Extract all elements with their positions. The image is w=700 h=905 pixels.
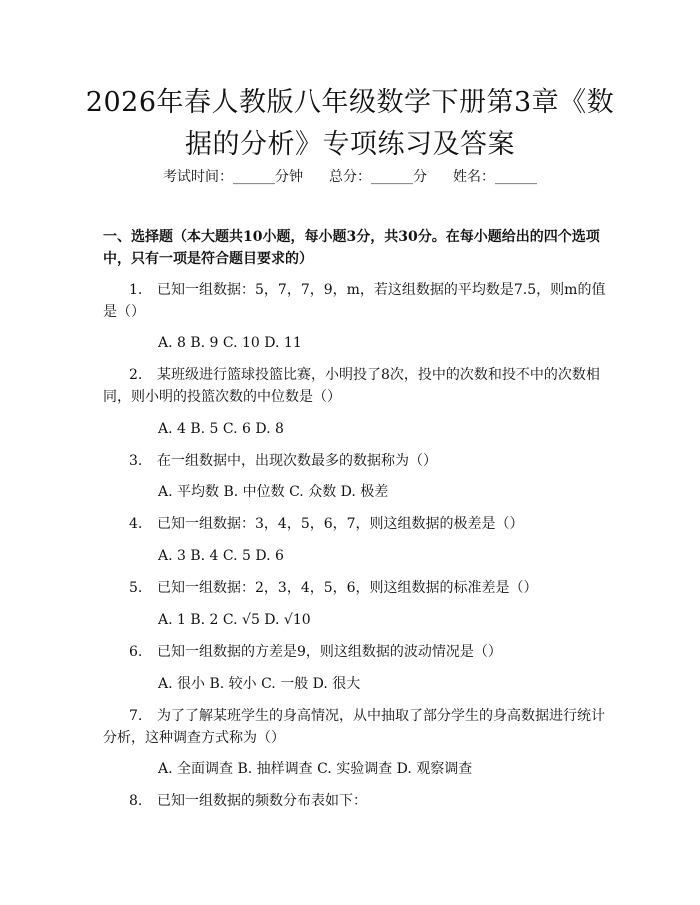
question-7 (103, 705, 608, 749)
question-number: 6. (129, 644, 143, 660)
question-2-options: A. 4 B. 5 C. 6 D. 8 (158, 421, 284, 437)
question-6-options: A. 很小 B. 较小 C. 一般 D. 很大 (158, 676, 361, 692)
question-1 (103, 279, 608, 323)
question-number: 8. (129, 793, 143, 809)
section-heading: 一、选择题（本大题共10小题，每小题3分，共30分。在每小题给出的四个选项中，只有一项是符合题目要求的） (103, 229, 600, 267)
exam-time-field: 考试时间：______分钟 (163, 169, 303, 185)
exam-info-line (0, 166, 700, 188)
question-text: 已知一组数据的方差是9，则这组数据的波动情况是（） (157, 644, 502, 660)
student-name-field: 姓名：______ (453, 169, 537, 185)
question-4-options: A. 3 B. 4 C. 5 D. 6 (158, 548, 284, 564)
question-4 (103, 513, 608, 535)
question-8 (103, 790, 608, 812)
question-text: 已知一组数据的频数分布表如下： (157, 793, 367, 809)
question-number: 3. (129, 453, 143, 469)
question-number: 7. (129, 708, 143, 724)
question-3 (103, 450, 608, 472)
question-text: 已知一组数据：2，3，4，5，6，则这组数据的标准差是（） (157, 580, 538, 596)
total-score-field: 总分：______分 (329, 169, 427, 185)
question-5-options: A. 1 B. 2 C. √5 D. √10 (158, 612, 311, 628)
question-3-options: A. 平均数 B. 中位数 C. 众数 D. 极差 (158, 484, 389, 500)
question-number: 1. (129, 282, 143, 298)
question-text: 在一组数据中，出现次数最多的数据称为（） (157, 453, 437, 469)
question-5 (103, 577, 608, 599)
question-2 (103, 364, 608, 408)
question-number: 4. (129, 516, 143, 532)
question-7-options: A. 全面调查 B. 抽样调查 C. 实验调查 D. 观察调查 (158, 761, 473, 777)
document-title: 2026年春人教版八年级数学下册第3章《数据的分析》专项练习及答案 (85, 87, 615, 160)
question-1-options: A. 8 B. 9 C. 10 D. 11 (158, 335, 302, 351)
question-text: 为了了解某班学生的身高情况，从中抽取了部分学生的身高数据进行统计分析，这种调查方式称为（） (103, 708, 605, 746)
question-text: 已知一组数据：5，7，7，9，m，若这组数据的平均数是7.5，则m的值是（） (103, 282, 606, 320)
question-number: 2. (129, 367, 143, 383)
question-text: 某班级进行篮球投篮比赛，小明投了8次，投中的次数和投不中的次数相同，则小明的投篮次数的中位数是（） (103, 367, 600, 405)
question-number: 5. (129, 580, 143, 596)
question-text: 已知一组数据：3，4，5，6，7，则这组数据的极差是（） (157, 516, 524, 532)
question-6 (103, 641, 608, 663)
